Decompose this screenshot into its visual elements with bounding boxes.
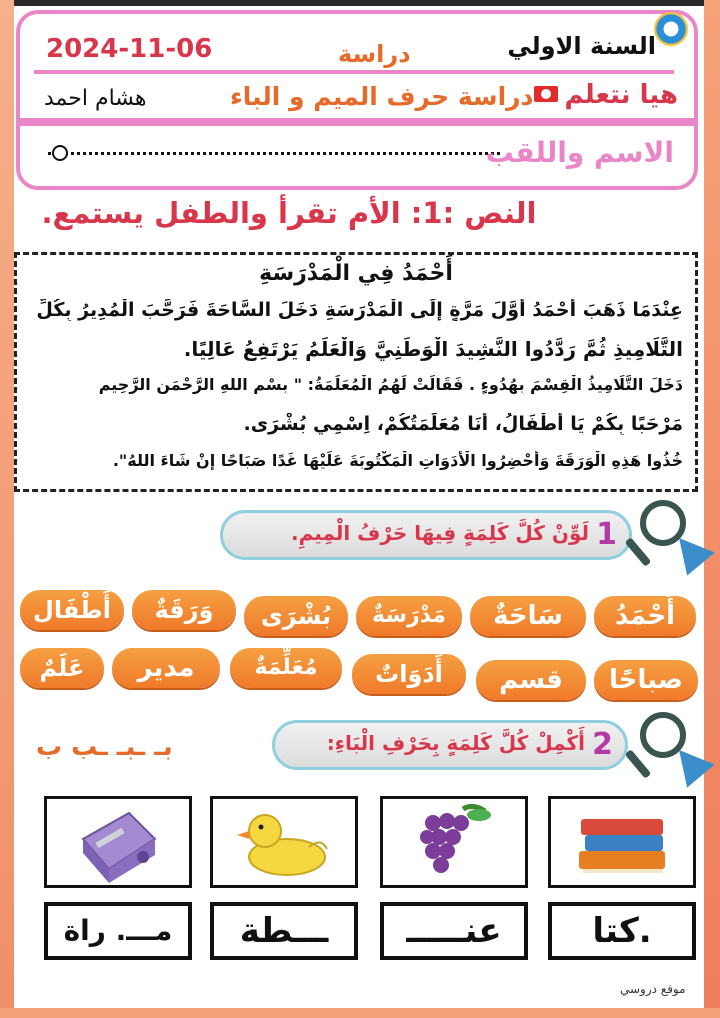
magnifier-handle-icon <box>625 537 652 567</box>
word-pill[interactable]: بُشْرَى <box>244 596 348 636</box>
grapes-icon <box>383 799 525 885</box>
word-pill[interactable]: سَاحَةٌ <box>470 596 586 636</box>
story-line: دَخَلَ التَّلَامِيذُ الْقِسْمَ بِهُدُوءٍ . فَقَالَتْ لَهُمُ الْمُعَلِّمَةُ: " بِسْمِ اللهِ الرَّحْمَنِ الرَّحِيمِ <box>98 375 683 394</box>
task-2-number: 2 <box>592 727 613 762</box>
left-border <box>0 0 14 1018</box>
books-icon <box>551 799 693 885</box>
word-box[interactable]: كتا. <box>548 902 696 960</box>
subject: دراسة <box>338 40 411 68</box>
story-line: مَرْحَبًا بِكُمْ يَا أَطْفَالُ، أَنَا مُعَلِّمَتُكُمْ، اِسْمِي بُشْرَى. <box>243 413 683 435</box>
tunisia-flag-icon <box>534 86 558 102</box>
school-logo-icon <box>654 12 688 46</box>
word-pill[interactable]: أَطْفَال <box>20 590 124 630</box>
word-pill[interactable]: أَحْمَدُ <box>594 596 696 636</box>
word-pill[interactable]: أَدَوَاتٌ <box>352 654 466 694</box>
word-box[interactable]: ـــطة <box>210 902 358 960</box>
duck-icon <box>213 799 355 885</box>
name-field-label: الاسم واللقب <box>485 136 674 169</box>
circle-icon <box>52 145 68 161</box>
word-pill[interactable]: عَلَمٌ <box>20 648 104 688</box>
bottom-border <box>0 1008 720 1018</box>
task-1-instruction: لَوِّنْ كُلَّ كَلِمَةٍ فِيهَا حَرْفُ الْمِيمِ. <box>290 521 589 545</box>
name-field-line[interactable] <box>48 152 500 155</box>
header-divider-thick <box>20 118 694 126</box>
word-pill[interactable]: قسم <box>476 660 586 700</box>
word-box[interactable]: مـــ. راة <box>44 902 192 960</box>
story-line: خُذُوا هَذِهِ الْوَرَقَةَ وَأَحْضِرُوا الْأَدَوَاتِ الْمَكْتُوبَةَ عَلَيْهَا غَدًا صَبَاحًا إِنْ شَاءَ اللهُ". <box>112 451 683 470</box>
grade-level: السنة الاولي <box>507 32 656 60</box>
lesson-title: دراسة حرف الميم و الباء <box>230 82 534 111</box>
magnifier-handle-icon <box>625 749 652 779</box>
word-pill[interactable]: مَدْرَسَةٌ <box>356 596 462 636</box>
date: 2024-11-06 <box>46 34 213 64</box>
top-border <box>0 0 720 6</box>
picture-box-grapes <box>380 796 528 888</box>
task-2-bar <box>272 720 628 770</box>
story-line: عِنْدَمَا ذَهَبَ أَحْمَدُ أَوَّلَ مَرَّةٍ إِلَى الْمَدْرَسَةِ دَخَلَ السَّاحَةَ فَرَحَّبَ الْمُدِيرُ بِكُلِّ <box>36 299 683 321</box>
word-pill[interactable]: مدير <box>112 648 220 688</box>
footer-watermark: موقع دروسي <box>620 982 686 996</box>
word-box[interactable]: عنـــــ <box>380 902 528 960</box>
lets-learn-label: هيا نتعلم <box>564 80 678 110</box>
task-2-instruction: أَكْمِلْ كُلَّ كَلِمَةٍ بِحَرْفِ الْبَاءِ: <box>326 731 585 755</box>
student-name: هشام احمد <box>44 86 147 111</box>
sharpener-icon <box>47 799 189 885</box>
story-title: أَحْمَدُ فِي الْمَدْرَسَةِ <box>259 261 453 286</box>
word-pill[interactable]: مُعَلِّمَةٌ <box>230 648 342 688</box>
task-1-number: 1 <box>596 517 617 552</box>
picture-box-duck <box>210 796 358 888</box>
picture-box-sharpener <box>44 796 192 888</box>
letter-forms: بـ ـبـ ـب ب <box>36 732 173 762</box>
word-pill[interactable]: وَرَقَةٌ <box>132 590 236 630</box>
story-line: التَّلَامِيذِ ثُمَّ رَدَّدُوا النَّشِيدَ الْوَطَنِيَّ وَالْعَلَمُ يَرْتَفِعُ عَالِيًا. <box>183 337 683 361</box>
right-border <box>704 0 720 1018</box>
story-box <box>14 252 698 492</box>
header-divider <box>34 70 674 74</box>
worksheet-header <box>16 10 698 190</box>
task-1-bar <box>220 510 632 560</box>
picture-box-books <box>548 796 696 888</box>
word-pill[interactable]: صباحًا <box>594 660 698 700</box>
text-title: النص :1: الأم تقرأ والطفل يستمع. <box>41 196 537 230</box>
